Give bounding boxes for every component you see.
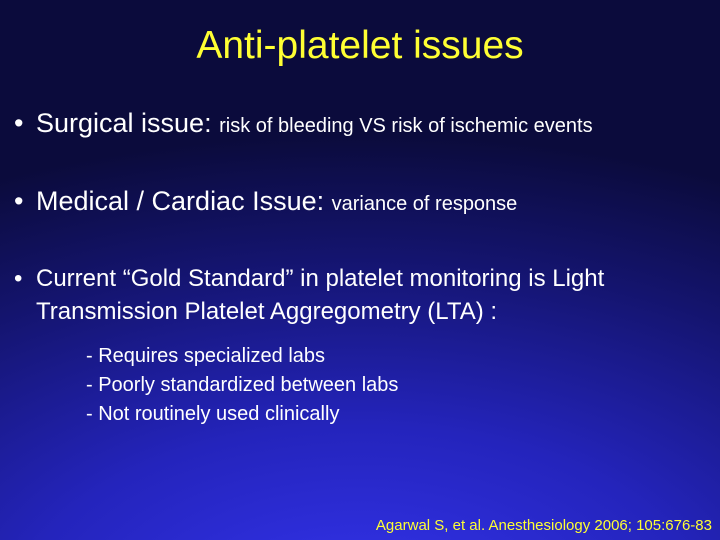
bullet-detail: risk of bleeding VS risk of ischemic events (219, 115, 593, 137)
bullet-text (36, 106, 593, 143)
bullet-text (36, 184, 517, 221)
citation: Agarwal S, et al. Anesthesiology 2006; 105:676-83 (375, 517, 712, 534)
slide-title: Anti-platelet issues (196, 24, 524, 67)
bullet-marker: • (14, 265, 23, 292)
bullet-marker: • (14, 186, 24, 216)
bullet-text: Current “Gold Standard” in platelet monitoring is Light Transmission Platelet Aggregometry (LTA) : (36, 265, 605, 325)
bullet-marker: • (14, 108, 24, 138)
sub-item: - Not routinely used clinically (86, 403, 340, 425)
sub-item: - Poorly standardized between labs (86, 374, 399, 396)
bullet-lead: Medical / Cardiac Issue: (36, 186, 325, 216)
bullet-lead: Surgical issue: (36, 108, 212, 138)
bullet-detail: variance of response (331, 193, 518, 215)
sub-item: - Requires specialized labs (86, 345, 326, 367)
sub-item-list (86, 342, 398, 429)
